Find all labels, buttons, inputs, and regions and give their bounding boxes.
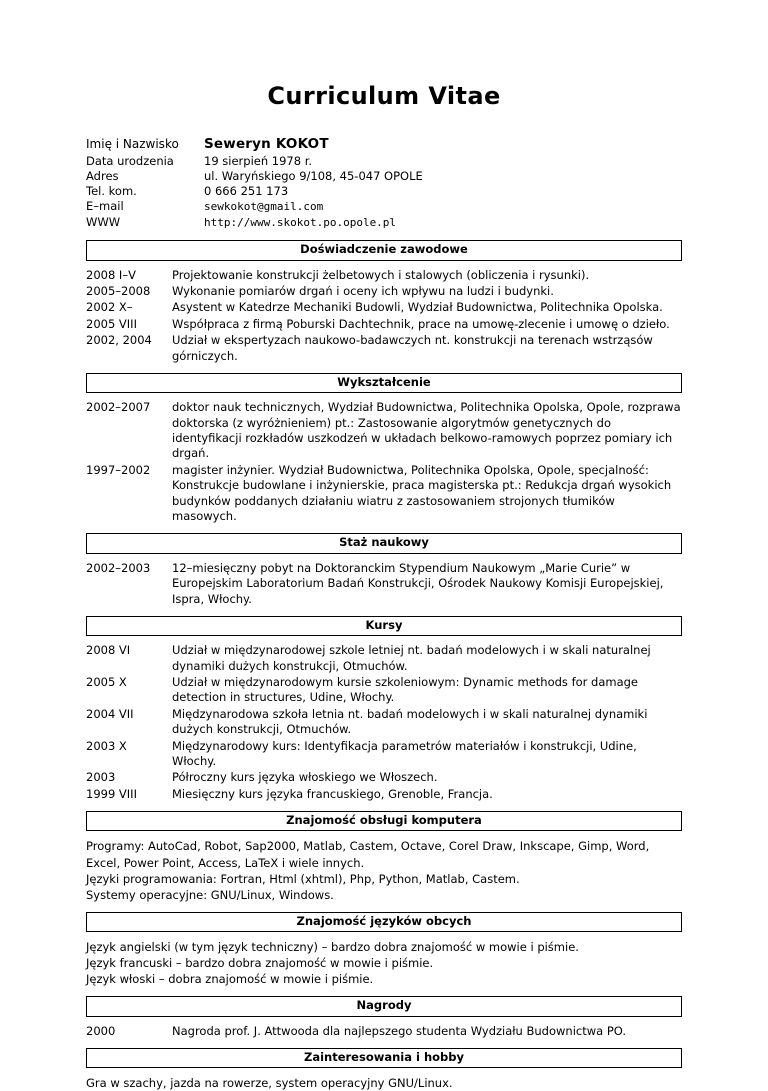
entry-list [86, 400, 682, 524]
entry-text: magister inżynier. Wydział Budownictwa, Politechnika Opolska, Opole, specjalność: Konstrukcje budowlane i inżynierskie, praca magisterska pt.: Redukcja drgań wysokich budynków poddanych działaniu wiatru z zastosowaniem strojonych tłumików masowych. [172, 462, 672, 524]
paragraph: Język angielski (w tym język techniczny) – bardzo dobra znajomość w mowie i piśmie. [86, 940, 579, 955]
entry-date: 2005–2008 [86, 283, 151, 298]
entry-list [86, 1024, 682, 1039]
cv-section [86, 533, 682, 606]
entry-text: Asystent w Katedrze Mechaniki Budowli, Wydział Budownictwa, Politechnika Opolska. [172, 300, 663, 315]
contact-row [86, 169, 682, 184]
contact-label: Data urodzenia [86, 153, 174, 168]
contact-block [86, 136, 682, 230]
entry-row [86, 1024, 682, 1039]
entry-text: Międzynarodowa szkoła letnia nt. badań modelowych i w skali naturalnej dynamiki dużych konstrukcji, Otmuchów. [172, 706, 648, 737]
entry-text: Miesięczny kurs języka francuskiego, Grenoble, Francja. [172, 786, 493, 801]
entry-text: Wykonanie pomiarów drgań i oceny ich wpływu na ludzi i budynki. [172, 283, 554, 298]
entry-list [86, 268, 682, 364]
section-heading: Znajomość obsługi komputera [86, 811, 682, 831]
entry-date: 2003 [86, 770, 116, 785]
entry-text: Półroczny kurs języka włoskiego we Włoszech. [172, 770, 438, 785]
entry-date: 2008 I–V [86, 267, 136, 282]
contact-value: 0 666 251 173 [204, 184, 289, 199]
entry-text: Współpraca z firmą Poburski Dachtechnik, prace na umowę-zlecenie i umowę o dzieło. [172, 316, 670, 331]
paragraph: Język francuski – bardzo dobra znajomość w mowie i piśmie. [86, 956, 434, 971]
entry-date: 1999 VIII [86, 786, 137, 801]
cv-section [86, 912, 682, 988]
section-heading: Znajomość języków obcych [86, 912, 682, 932]
entry-text: Udział w międzynarodowej szkole letniej nt. badań modelowych i w skali naturalnej dynamiki dużych konstrukcji, Otmuchów. [172, 643, 651, 673]
entry-text: Udział w międzynarodowym kursie szkoleniowym: Dynamic methods for damage detection in structures, Udine, Włochy. [172, 674, 639, 705]
contact-label: Tel. kom. [86, 184, 137, 199]
section-heading: Doświadczenie zawodowe [86, 240, 682, 260]
entry-date: 1997–2002 [86, 462, 151, 477]
cv-section [86, 373, 682, 524]
section-heading: Zainteresowania i hobby [86, 1048, 682, 1068]
entry-row [86, 770, 682, 785]
entry-row [86, 333, 682, 364]
contact-row [86, 136, 682, 154]
entry-date: 2002–2007 [86, 400, 151, 415]
contact-label: Adres [86, 168, 119, 183]
entry-date: 2008 VI [86, 643, 131, 658]
entry-row [86, 300, 682, 315]
contact-value: http://www.skokot.po.opole.pl [204, 215, 397, 229]
entry-date: 2002–2003 [86, 560, 151, 575]
entry-date: 2000 [86, 1023, 116, 1038]
entry-row [86, 284, 682, 299]
contact-row [86, 215, 682, 231]
contact-label: E–mail [86, 199, 124, 214]
sections-container [86, 240, 682, 1091]
entry-date: 2003 X [86, 738, 127, 753]
section-heading: Wykształcenie [86, 373, 682, 393]
contact-value: 19 sierpień 1978 r. [204, 153, 313, 168]
entry-list [86, 561, 682, 607]
paragraph: Gra w szachy, jazda na rowerze, system operacyjny GNU/Linux. [86, 1076, 453, 1091]
contact-row [86, 184, 682, 199]
entry-row [86, 643, 682, 674]
contact-row [86, 154, 682, 169]
entry-date: 2002 X– [86, 300, 133, 315]
entry-list [86, 643, 682, 802]
paragraph-block [86, 1075, 682, 1091]
page-title: Curriculum Vitae [267, 82, 501, 110]
entry-date: 2005 VIII [86, 316, 137, 331]
contact-value: ul. Waryńskiego 9/108, 45-047 OPOLE [204, 168, 423, 183]
cv-section [86, 1048, 682, 1091]
contact-label: Imię i Nazwisko [86, 137, 179, 151]
entry-text: Projektowanie konstrukcji żelbetowych i stalowych (obliczenia i rysunki). [172, 267, 590, 282]
entry-row [86, 787, 682, 802]
entry-text: 12–miesięczny pobyt na Doktoranckim Stypendium Naukowym „Marie Curie” w Europejskim Laboratorium Badań Konstrukcji, Ośrodek Naukowy Komisji Europejskiej, Ispra, Włochy. [172, 560, 664, 606]
cv-section [86, 811, 682, 903]
paragraph: Systemy operacyjne: GNU/Linux, Windows. [86, 887, 334, 902]
cv-section [86, 240, 682, 364]
cv-section [86, 616, 682, 802]
section-heading: Nagrody [86, 996, 682, 1016]
paragraph-block [86, 838, 682, 902]
entry-row [86, 675, 682, 706]
entry-row [86, 561, 682, 607]
contact-label: WWW [86, 214, 121, 229]
contact-value: sewkokot@gmail.com [204, 200, 324, 214]
paragraph: Programy: AutoCad, Robot, Sap2000, Matlab, Castem, Octave, Corel Draw, Inkscape, Gimp, Word, Excel, Power Point, Access, LaTeX i wiele innych. [86, 839, 650, 870]
section-heading: Staż naukowy [86, 533, 682, 553]
entry-row [86, 268, 682, 283]
paragraph: Język włoski – dobra znajomość w mowie i piśmie. [86, 972, 374, 987]
entry-row [86, 739, 682, 770]
entry-text: Nagroda prof. J. Attwooda dla najlepszego studenta Wydziału Budownictwa PO. [172, 1023, 627, 1038]
section-heading: Kursy [86, 616, 682, 636]
entry-row [86, 463, 682, 525]
entry-date: 2005 X [86, 674, 127, 689]
entry-row [86, 317, 682, 332]
entry-row [86, 707, 682, 738]
entry-row [86, 400, 682, 462]
contact-row [86, 199, 682, 215]
contact-value: Seweryn KOKOT [204, 136, 329, 152]
entry-text: Międzynarodowy kurs: Identyfikacja parametrów materiałów i konstrukcji, Udine, Włochy. [172, 738, 637, 768]
entry-date: 2004 VII [86, 706, 134, 721]
entry-date: 2002, 2004 [86, 333, 152, 348]
paragraph: Języki programowania: Fortran, Html (xhtml), Php, Python, Matlab, Castem. [86, 871, 520, 886]
paragraph-block [86, 939, 682, 987]
cv-section [86, 996, 682, 1039]
entry-text: doktor nauk technicznych, Wydział Budownictwa, Politechnika Opolska, Opole, rozprawa doktorska (z wyróżnieniem) pt.: Zastosowanie algorytmów genetycznych do identyfikacji rozkładów uszkodzeń w układach belkowo-ramowych poprzez pomiary ich drgań. [172, 400, 681, 461]
entry-text: Udział w ekspertyzach naukowo-badawczych nt. konstrukcji na terenach wstrząsów górniczych. [172, 333, 653, 363]
